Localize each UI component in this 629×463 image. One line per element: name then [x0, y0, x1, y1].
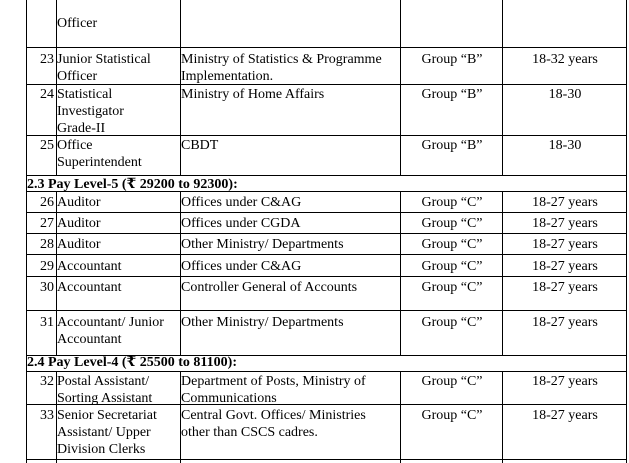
ministry-cell: Department of Posts, Ministry of Communications [181, 374, 366, 406]
serial-number: 29 [40, 259, 54, 274]
group-cell: Group “C” [421, 280, 483, 295]
age-limit-cell: 18-30 [548, 87, 582, 102]
post-name-cell: Auditor [57, 216, 101, 231]
table-border-right [626, 0, 627, 463]
column-divider [400, 372, 401, 463]
column-divider [502, 192, 503, 356]
serial-number: 33 [40, 408, 54, 423]
row-divider [26, 212, 627, 213]
group-cell: Group “C” [421, 195, 483, 210]
column-divider [502, 0, 503, 176]
age-limit-cell: 18-27 years [532, 259, 598, 274]
ministry-cell: Offices under CGDA [181, 216, 301, 231]
ministry-cell: Offices under C&AG [181, 195, 302, 210]
group-cell: Group “C” [421, 259, 483, 274]
serial-number: 30 [40, 280, 54, 295]
ministry-cell: Other Ministry/ Departments [181, 237, 344, 252]
group-cell: Group “B” [421, 87, 483, 102]
row-divider [26, 371, 627, 372]
post-name-cell: Postal Assistant/ Sorting Assistant [57, 374, 153, 406]
age-limit-cell: 18-27 years [532, 374, 598, 389]
ministry-cell: Offices under C&AG [181, 259, 302, 274]
group-cell: Group “C” [421, 408, 483, 423]
serial-number: 24 [40, 87, 54, 102]
row-divider [26, 254, 627, 255]
post-name-cell: Office Superintendent [57, 138, 142, 170]
age-limit-cell: 18-30 [548, 138, 582, 153]
group-cell: Group “C” [421, 315, 483, 330]
row-divider [26, 233, 627, 234]
ministry-cell: Central Govt. Offices/ Ministries other than CSCS cadres. [181, 408, 366, 440]
serial-number: 32 [40, 374, 54, 389]
post-name-cell: Auditor [57, 195, 101, 210]
serial-number: 31 [40, 315, 54, 330]
row-divider [26, 276, 627, 277]
row-divider [26, 47, 627, 48]
group-cell: Group “B” [421, 52, 483, 67]
post-name-cell: Officer [57, 16, 98, 31]
age-limit-cell: 18-27 years [532, 237, 598, 252]
post-name-cell: Auditor [57, 237, 101, 252]
ministry-cell: Ministry of Home Affairs [181, 87, 325, 102]
age-limit-cell: 18-27 years [532, 195, 598, 210]
column-divider [400, 0, 401, 176]
post-name-cell: Statistical Investigator Grade-II [57, 87, 124, 136]
row-divider [26, 310, 627, 311]
post-name-cell: Accountant/ Junior Accountant [57, 315, 164, 347]
row-divider [26, 459, 627, 460]
serial-number: 28 [40, 237, 54, 252]
section-heading: 2.4 Pay Level-4 (₹ 25500 to 81100): [27, 355, 237, 370]
group-cell: Group “C” [421, 374, 483, 389]
age-limit-cell: 18-32 years [532, 52, 598, 67]
group-cell: Group “B” [421, 138, 483, 153]
post-name-cell: Accountant [57, 259, 122, 274]
serial-number: 27 [40, 216, 54, 231]
group-cell: Group “C” [421, 216, 483, 231]
group-cell: Group “C” [421, 237, 483, 252]
ministry-cell: CBDT [181, 138, 219, 153]
ministry-cell: Controller General of Accounts [181, 280, 358, 295]
post-name-cell: Accountant [57, 280, 122, 295]
ministry-cell: Ministry of Statistics & Programme Implementation. [181, 52, 382, 84]
ministry-cell: Other Ministry/ Departments [181, 315, 344, 330]
serial-number: 25 [40, 138, 54, 153]
age-limit-cell: 18-27 years [532, 408, 598, 423]
column-divider [502, 372, 503, 463]
serial-number: 23 [40, 52, 54, 67]
post-name-cell: Junior Statistical Officer [57, 52, 151, 84]
section-heading: 2.3 Pay Level-5 (₹ 29200 to 92300): [27, 177, 238, 192]
serial-number: 26 [40, 195, 54, 210]
age-limit-cell: 18-27 years [532, 315, 598, 330]
posts-table [26, 0, 627, 463]
age-limit-cell: 18-27 years [532, 280, 598, 295]
post-name-cell: Senior Secretariat Assistant/ Upper Division Clerks [57, 408, 157, 457]
column-divider [400, 192, 401, 356]
age-limit-cell: 18-27 years [532, 216, 598, 231]
